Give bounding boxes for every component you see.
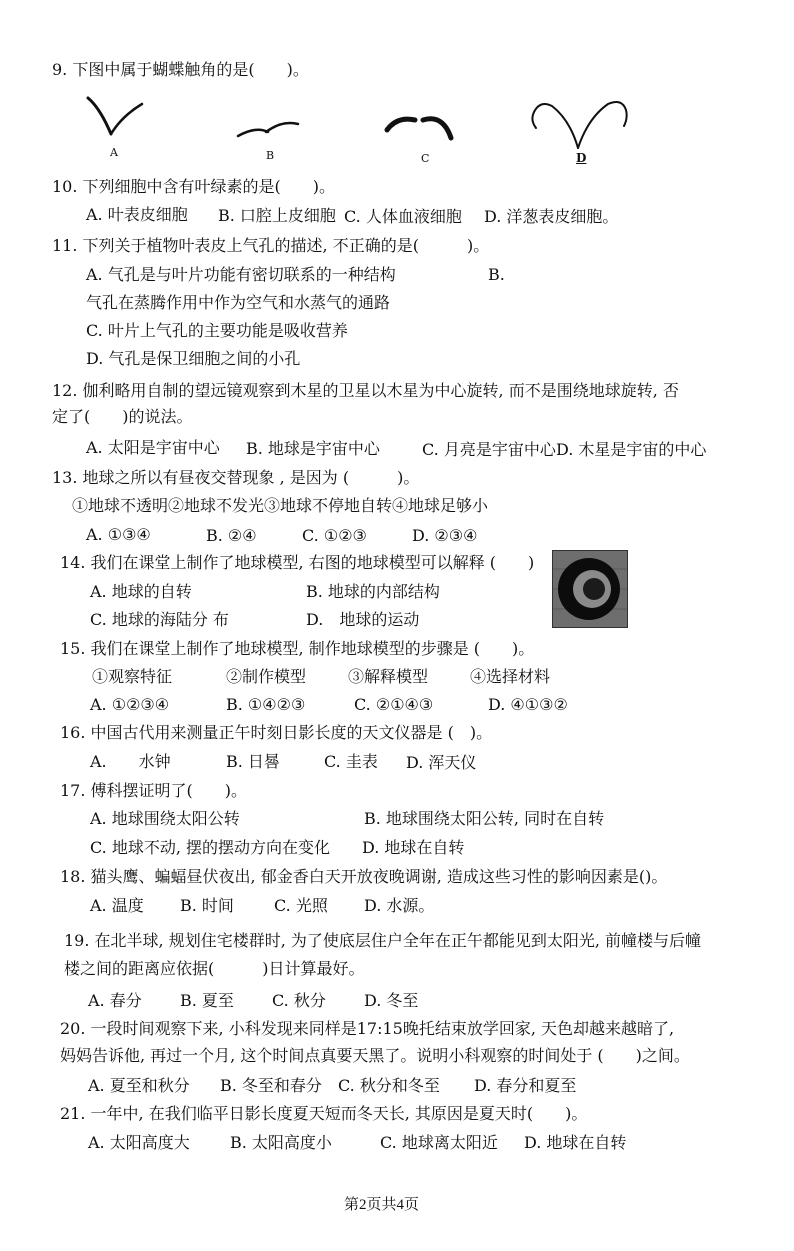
q16-stem: 16. 中国古代用来测量正午时刻日影长度的天文仪器是 ( )。 bbox=[60, 723, 493, 742]
antenna-c-label: C bbox=[421, 152, 430, 165]
q11-option-b-text: 气孔在蒸腾作用中作为空气和水蒸气的通路 bbox=[86, 293, 391, 312]
q13-option-d: D. ②③④ bbox=[412, 526, 478, 545]
q16-option-a: A. 水钟 bbox=[90, 752, 171, 771]
q19-option-c: C. 秋分 bbox=[272, 991, 326, 1010]
q11-option-d: D. 气孔是保卫细胞之间的小孔 bbox=[86, 349, 301, 368]
q15-item-4: ④选择材料 bbox=[470, 667, 551, 686]
q15-option-a: A. ①②③④ bbox=[90, 695, 170, 714]
q20-option-a: A. 夏至和秋分 bbox=[88, 1076, 190, 1095]
q19-option-a: A. 春分 bbox=[88, 991, 142, 1010]
q9-stem: 9. 下图中属于蝴蝶触角的是( )。 bbox=[52, 60, 309, 79]
q19-option-d: D. 冬至 bbox=[364, 991, 419, 1010]
q12-option-a: A. 太阳是宇宙中心 bbox=[86, 438, 220, 457]
q17-stem: 17. 傅科摆证明了( )。 bbox=[60, 781, 248, 800]
antenna-a-label: A bbox=[110, 146, 118, 159]
antenna-a-figure bbox=[86, 94, 146, 138]
q20-option-c: C. 秋分和冬至 bbox=[338, 1076, 440, 1095]
q21-option-a: A. 太阳高度大 bbox=[88, 1133, 190, 1152]
q14-option-c: C. 地球的海陆分 布 bbox=[90, 610, 229, 629]
q20-option-b: B. 冬至和春分 bbox=[220, 1076, 322, 1095]
q20-stem-line1: 20. 一段时间观察下来, 小科发现来同样是17:15晚托结束放学回家, 天色却越来越暗了, bbox=[60, 1019, 675, 1038]
q10-option-b: B. 口腔上皮细胞 bbox=[218, 206, 336, 225]
q18-stem: 18. 猫头鹰、蝙蝠昼伏夜出, 郁金香白天开放夜晚调谢, 造成这些习性的影响因素是()。 bbox=[60, 867, 668, 886]
antenna-d-figure bbox=[530, 98, 630, 154]
q17-option-a: A. 地球围绕太阳公转 bbox=[90, 809, 240, 828]
antenna-b-figure bbox=[236, 120, 300, 140]
q11-option-c: C. 叶片上气孔的主要功能是吸收营养 bbox=[86, 321, 348, 340]
q12-option-b: B. 地球是宇宙中心 bbox=[246, 439, 380, 458]
q10-option-c: C. 人体血液细胞 bbox=[344, 207, 462, 226]
q20-option-d: D. 春分和夏至 bbox=[474, 1076, 577, 1095]
q11-option-b-label: B. bbox=[488, 265, 505, 284]
q19-stem-line1: 19. 在北半球, 规划住宅楼群时, 为了使底层住户全年在正午都能见到太阳光, 前幢楼与后幢 bbox=[64, 931, 702, 950]
q12-stem-line2: 定了( )的说法。 bbox=[52, 407, 193, 426]
q12-option-d: D. 木星是宇宙的中心 bbox=[556, 440, 707, 459]
antenna-b-label: B bbox=[266, 149, 275, 162]
q15-option-b: B. ①④②③ bbox=[226, 695, 306, 714]
q17-option-b: B. 地球围绕太阳公转, 同时在自转 bbox=[364, 809, 605, 828]
q17-option-d: D. 地球在自转 bbox=[362, 838, 465, 857]
q15-item-2: ②制作模型 bbox=[226, 667, 307, 686]
q21-option-c: C. 地球离太阳近 bbox=[380, 1133, 498, 1152]
q21-option-d: D. 地球在自转 bbox=[524, 1133, 627, 1152]
q14-option-d: D. 地球的运动 bbox=[306, 610, 420, 629]
q14-option-b: B. 地球的内部结构 bbox=[306, 582, 440, 601]
earth-model-figure bbox=[553, 551, 627, 627]
q14-option-a: A. 地球的自转 bbox=[90, 582, 192, 601]
q20-stem-line2: 妈妈告诉他, 再过一个月, 这个时间点真要天黑了。说明小科观察的时间处于 ( )之间。 bbox=[60, 1046, 690, 1065]
q13-items: ①地球不透明②地球不发光③地球不停地自转④地球足够小 bbox=[72, 496, 489, 515]
q18-option-b: B. 时间 bbox=[180, 896, 234, 915]
q13-stem: 13. 地球之所以有昼夜交替现象 , 是因为 ( )。 bbox=[52, 468, 420, 487]
earth-model-image bbox=[552, 550, 628, 628]
q19-stem-line2: 楼之间的距离应依据( )日计算最好。 bbox=[64, 959, 365, 978]
antenna-d-label: D bbox=[576, 151, 587, 165]
q21-stem: 21. 一年中, 在我们临平日影长度夏天短而冬天长, 其原因是夏天时( )。 bbox=[60, 1104, 588, 1123]
q13-option-a: A. ①③④ bbox=[86, 525, 151, 544]
q15-item-3: ③解释模型 bbox=[348, 667, 429, 686]
q16-option-d: D. 浑天仪 bbox=[406, 753, 477, 772]
antenna-c-figure bbox=[385, 114, 455, 144]
q16-option-b: B. 日晷 bbox=[226, 752, 280, 771]
q15-item-1: ①观察特征 bbox=[92, 667, 173, 686]
q18-option-d: D. 水源。 bbox=[364, 896, 435, 915]
q19-option-b: B. 夏至 bbox=[180, 991, 234, 1010]
q15-stem: 15. 我们在课堂上制作了地球模型, 制作地球模型的步骤是 ( )。 bbox=[60, 639, 535, 658]
q15-option-c: C. ②①④③ bbox=[354, 695, 434, 714]
q14-stem: 14. 我们在课堂上制作了地球模型, 右图的地球模型可以解释 ( ) bbox=[60, 553, 535, 572]
q18-option-c: C. 光照 bbox=[274, 896, 328, 915]
q10-option-d: D. 洋葱表皮细胞。 bbox=[484, 207, 619, 226]
q13-option-b: B. ②④ bbox=[206, 526, 257, 545]
q10-stem: 10. 下列细胞中含有叶绿素的是( )。 bbox=[52, 177, 336, 196]
q13-option-c: C. ①②③ bbox=[302, 526, 367, 545]
page-number: 第2页共4页 bbox=[344, 1197, 420, 1213]
q12-option-c: C. 月亮是宇宙中心 bbox=[422, 440, 556, 459]
q11-option-a: A. 气孔是与叶片功能有密切联系的一种结构 bbox=[86, 265, 396, 284]
q18-option-a: A. 温度 bbox=[90, 896, 144, 915]
q17-option-c: C. 地球不动, 摆的摆动方向在变化 bbox=[90, 838, 331, 857]
q21-option-b: B. 太阳高度小 bbox=[230, 1133, 332, 1152]
q10-option-a: A. 叶表皮细胞 bbox=[86, 205, 188, 224]
q16-option-c: C. 圭表 bbox=[324, 752, 378, 771]
q11-stem: 11. 下列关于植物叶表皮上气孔的描述, 不正确的是( )。 bbox=[52, 236, 490, 255]
q12-stem-line1: 12. 伽利略用自制的望远镜观察到木星的卫星以木星为中心旋转, 而不是围绕地球旋转, 否 bbox=[52, 381, 679, 400]
q15-option-d: D. ④①③② bbox=[488, 695, 568, 714]
